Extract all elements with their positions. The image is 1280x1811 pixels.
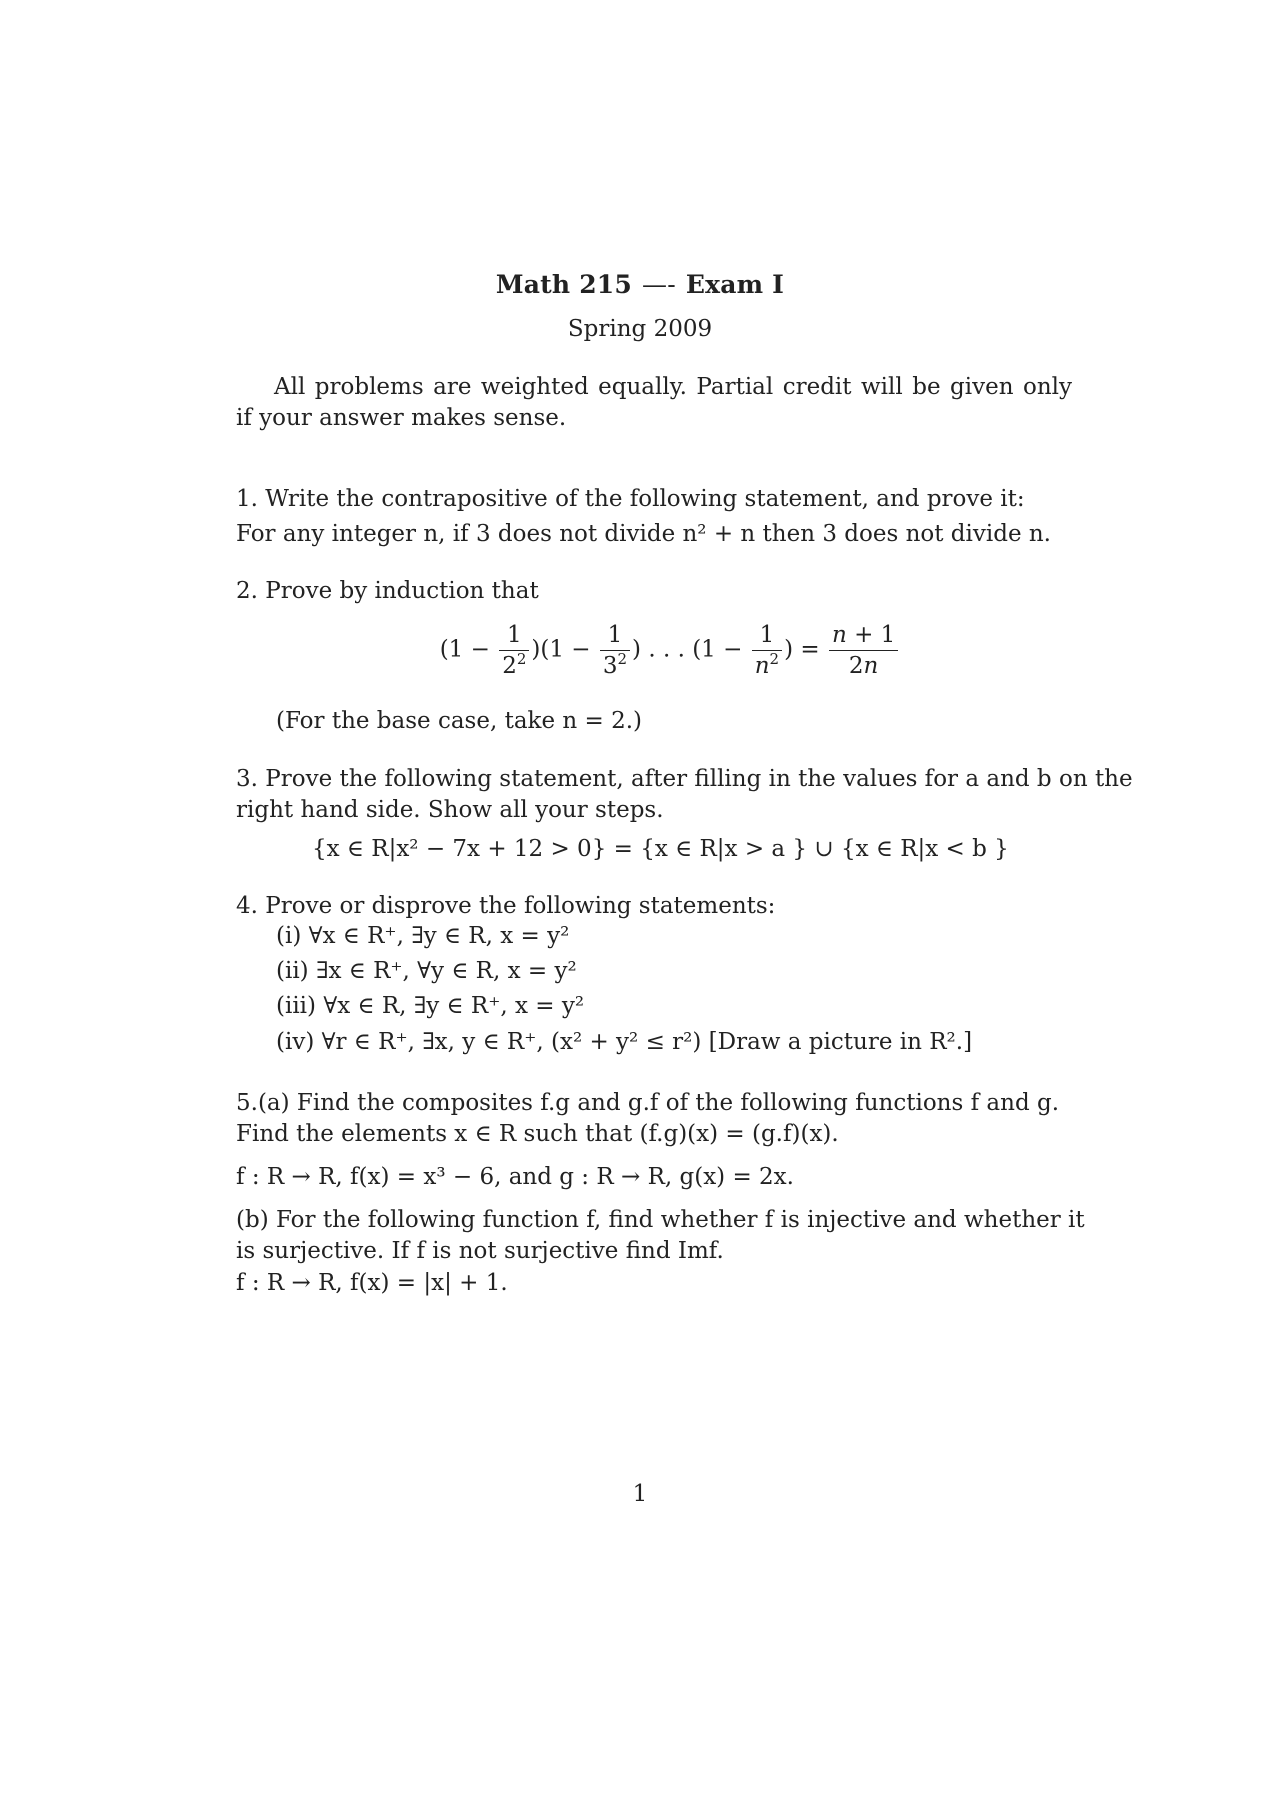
problem-1-prompt: 1. Write the contrapositive of the following statement, and prove it: (236, 486, 1025, 512)
problem-4-item-i: (i) ∀x ∈ R⁺, ∃y ∈ R, x = y² (276, 923, 570, 949)
problem-3-equation: {x ∈ R|x² − 7x + 12 > 0} = {x ∈ R|x > a } ∪ {x ∈ R|x < b } (312, 836, 1009, 862)
problem-4-item-iv: (iv) ∀r ∈ R⁺, ∃x, y ∈ R⁺, (x² + y² ≤ r²) [Draw a picture in R².] (276, 1029, 973, 1055)
problem-5a-prompt-line-2: Find the elements x ∈ R such that (f.g)(x) = (g.f)(x). (236, 1121, 839, 1147)
page-number: 1 (632, 1481, 648, 1507)
instructions: All problems are weighted equally. Partial credit will be given only if your answer makes sense. (236, 374, 1072, 431)
problem-4-item-iii: (iii) ∀x ∈ R, ∃y ∈ R⁺, x = y² (276, 993, 585, 1019)
problem-3-prompt-line-2: right hand side. Show all your steps. (236, 797, 664, 823)
problem-5b-prompt-line-1: (b) For the following function f, find whether f is injective and whether it (236, 1207, 1085, 1233)
problem-2-equation: (1 − $\frac{1}{2^2}$ )(1 − $\frac{1}{3^2}$ ) . . . (1 − $\frac{1}{n^2}$ ) = $\frac{n + 1}{2n}$ (0, 622, 1280, 679)
problem-4-item-ii: (ii) ∃x ∈ R⁺, ∀y ∈ R, x = y² (276, 958, 577, 984)
problem-4-prompt: 4. Prove or disprove the following statements: (236, 893, 776, 919)
problem-5a-prompt-line-1: 5.(a) Find the composites f.g and g.f of the following functions f and g. (236, 1090, 1060, 1116)
exam-title-name: Exam I (685, 270, 785, 299)
exam-title-course: Math 215 (495, 270, 632, 299)
problem-5a-functions: f : R → R, f(x) = x³ − 6, and g : R → R, g(x) = 2x. (236, 1164, 794, 1190)
exam-title-dash: —- (642, 270, 676, 299)
problem-2-prompt: 2. Prove by induction that (236, 578, 539, 604)
problem-1-statement: For any integer n, if 3 does not divide n² + n then 3 does not divide n. (236, 521, 1051, 547)
exam-title (0, 270, 1280, 299)
problem-2-note: (For the base case, take n = 2.) (276, 708, 643, 734)
exam-term: Spring 2009 (567, 316, 713, 342)
problem-3-prompt-line-1: 3. Prove the following statement, after filling in the values for a and b on the (236, 766, 1133, 792)
problem-5b-prompt-line-2: is surjective. If f is not surjective find Imf. (236, 1238, 724, 1264)
problem-5b-function: f : R → R, f(x) = |x| + 1. (236, 1270, 508, 1296)
